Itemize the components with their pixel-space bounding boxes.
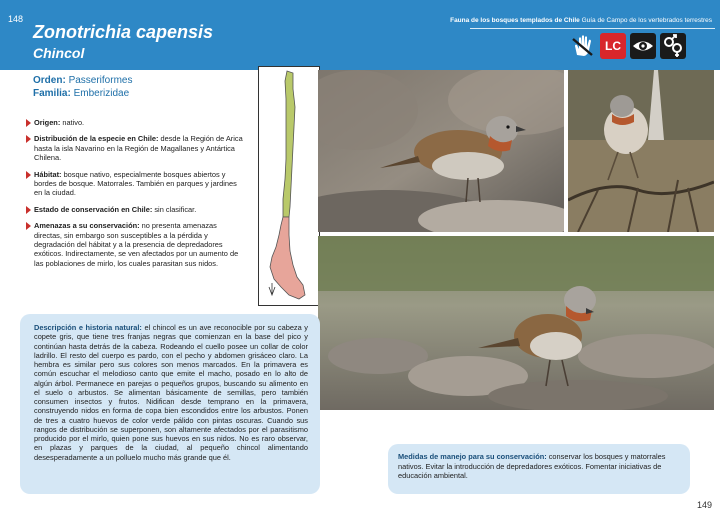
fact-distribution: Distribución de la especie en Chile: desde la Región de Arica hasta la isla Navarino en la Región de Magallanes y Antártica Chilena. [26,134,246,162]
conservation-status-lc: LC [600,33,626,59]
status-icons [570,33,686,61]
series-title [450,17,712,24]
photo-chincol-among-stones [318,236,714,410]
arrow-bullet-icon [26,135,31,143]
series-title-rest: Guía de Campo de los vertebrados terrestres [579,17,712,24]
description-label: Descripción e historia natural: [34,323,142,332]
management-box [388,444,690,494]
map-north-region [283,71,295,217]
management-text: conservar los bosques y matorrales nativos. Evitar la introducción de depredadores exóticos. Fomentar iniciativas de educación ambiental. [398,452,666,480]
arrow-bullet-icon [26,119,31,127]
series-underline [470,28,715,29]
fact-habitat: Hábitat: bosque nativo, especialmente bosques abiertos y bordes de bosque. Matorrales. También en parques y jardines en la ciudad. [26,170,246,198]
arrow-bullet-icon [26,171,31,179]
series-title-bold: Fauna de los bosques templados de Chile [450,17,580,24]
fact-threats: Amenazas a su conservación: no presenta amenazas directas, sin embargo son susceptibles a la pérdida y degradación del hábitat y a la presencia de depredadores exóticos. Indirectamente, se ven afectados por un aumento de las poblaciones de mirlo, los cuales parasitan sus nidos. [26,221,246,268]
photo-chincol-on-rock [318,70,564,232]
arrow-bullet-icon [26,222,31,230]
fact-conservation-status: Estado de conservación en Chile: sin clasificar. [26,205,246,214]
scientific-name: Zonotrichia capensis [33,22,214,42]
hand-icon [570,33,596,59]
taxonomy [33,74,132,100]
page-number-right: 149 [697,500,713,510]
description-box [20,314,320,494]
eye-icon [630,33,656,59]
page-header [0,0,720,70]
photo-chincol-on-branch [568,70,714,232]
species-facts [26,118,246,275]
distribution-map [258,66,320,306]
arrow-bullet-icon [26,206,31,214]
map-south-region [270,217,305,299]
taxonomy-order: Orden: Passeriformes [33,75,133,86]
taxonomy-family: Familia: Emberizidae [33,88,130,99]
fact-origin: Origen: nativo. [26,118,246,127]
page-number-left: 148 [8,14,24,24]
sex-symbols-icon [660,33,686,59]
north-arrow-icon [269,283,275,295]
management-label: Medidas de manejo para su conservación: [398,452,547,461]
description-text: el chincol es un ave reconocible por su cabeza y copete gris, que tiene tres franjas negras que comienzan en la base del pico y continúan hasta detrás de la cabeza. Rodeando el cuello posee un collar de color ladrillo. El resto del cuerpo es pardo, con el pecho y abdomen grisáceo claro. La hembra es similar pero sus colores son menos marcados. En la primavera es común escuchar el melodioso canto que emite el macho, posado en lo alto de algún árbol. Permanece en parejas o pequeños grupos, buscando su alimento en el suelo o arbustos. Se alimentan básicamente de semillas, pero también consumen insectos y frutos. Nidifican desde temprano en la primavera, construyendo nidos en forma de copa bien escondidos entre los arbustos. Ponen de tres a cuatro huevos de color verde pálido con pintas oscuras. Cuando sus rangos de distribución se superponen, son altamente afectados por el parasitismo producido por el mirlo, quien pone sus huevos en sus nidos. No es raro observar, en plazas y parques de la ciudad, al pequeño chincol alimentando desesperadamente a un polluelo mucho más grande que él. [34,323,308,462]
common-name: Chincol [33,45,85,61]
